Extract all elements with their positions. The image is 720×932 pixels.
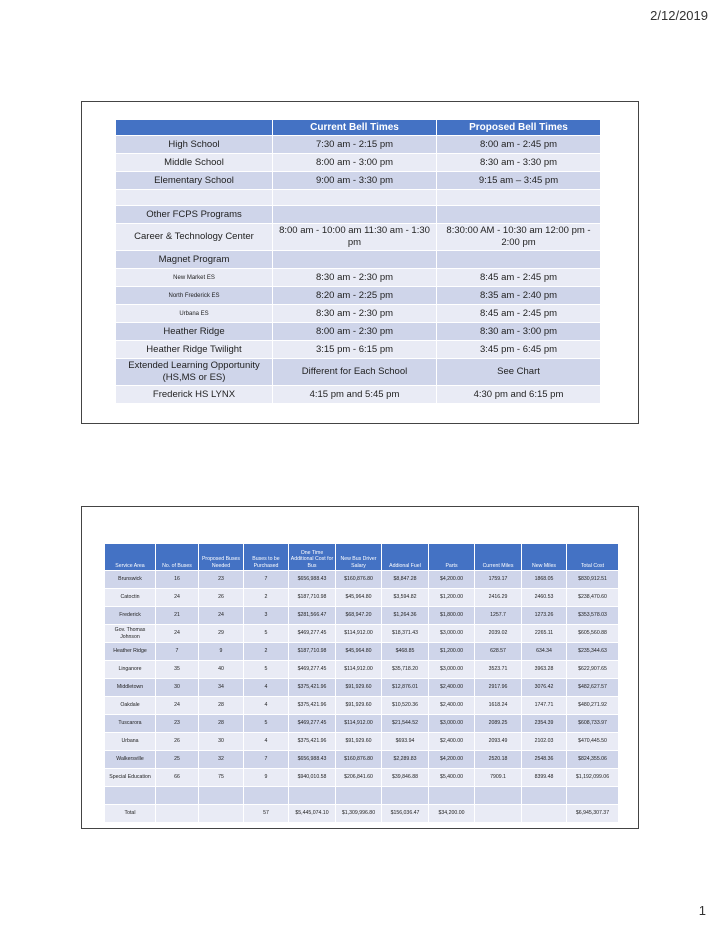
cell-proposed-buses-needed: 24 <box>199 607 243 624</box>
cell-one-time-additional-cost: $187,710.98 <box>289 589 335 606</box>
bell-times-row <box>116 359 600 385</box>
program-label: North Frederick ES <box>116 287 272 304</box>
cell-current-miles: 2093.49 <box>475 733 521 750</box>
bell-times-row <box>116 341 600 358</box>
cell-additional-fuel: $35,718.20 <box>382 661 428 678</box>
bus-cost-row <box>105 679 618 696</box>
bus-cost-row <box>105 697 618 714</box>
cell-service-area: Linganore <box>105 661 155 678</box>
cell-parts: $1,200.00 <box>429 589 474 606</box>
cell-additional-fuel: $18,371.43 <box>382 625 428 642</box>
cell-new-bus-driver-salary: $114,912.00 <box>336 715 381 732</box>
current-time <box>273 251 436 268</box>
proposed-time: 8:30 am - 3:30 pm <box>437 154 600 171</box>
cell-new-miles <box>522 787 566 804</box>
program-label: Career & Technology Center <box>116 224 272 250</box>
cell-service-area: Oakdale <box>105 697 155 714</box>
bell-times-table <box>115 119 601 404</box>
cell-buses-to-be-purchased: 4 <box>244 697 288 714</box>
program-label <box>116 190 272 205</box>
cell-no-of-buses: 7 <box>156 643 198 660</box>
cell-parts: $2,400.00 <box>429 679 474 696</box>
bus-cost-header-row <box>105 544 618 570</box>
cell-additional-fuel: $8,847.28 <box>382 571 428 588</box>
bus-cost-row <box>105 607 618 624</box>
bus-cost-row <box>105 733 618 750</box>
proposed-time: 8:00 am - 2:45 pm <box>437 136 600 153</box>
header-no-of-buses: No. of Buses <box>156 544 198 570</box>
proposed-time <box>437 206 600 223</box>
cell-total-cost: $238,470.60 <box>567 589 618 606</box>
cell-total-cost: $608,733.97 <box>567 715 618 732</box>
cell-total-cost: $480,271.92 <box>567 697 618 714</box>
cell-additional-fuel: $693.94 <box>382 733 428 750</box>
header-parts: Parts <box>429 544 474 570</box>
cell-new-miles: 2102.03 <box>522 733 566 750</box>
bell-times-header-row <box>116 120 600 135</box>
bell-times-row <box>116 190 600 205</box>
cell-new-miles <box>522 805 566 822</box>
cell-current-miles: 1759.17 <box>475 571 521 588</box>
cell-proposed-buses-needed: 30 <box>199 733 243 750</box>
header-new-miles: New Miles <box>522 544 566 570</box>
proposed-time: 8:30 am - 3:00 pm <box>437 323 600 340</box>
bus-cost-table <box>104 543 619 823</box>
cell-new-miles: 2265.11 <box>522 625 566 642</box>
bell-times-row <box>116 206 600 223</box>
cell-new-bus-driver-salary <box>336 787 381 804</box>
cell-new-bus-driver-salary: $206,841.60 <box>336 769 381 786</box>
bus-cost-row <box>105 787 618 804</box>
cell-new-miles: 2460.53 <box>522 589 566 606</box>
cell-proposed-buses-needed: 40 <box>199 661 243 678</box>
cell-current-miles: 2089.25 <box>475 715 521 732</box>
program-label: Other FCPS Programs <box>116 206 272 223</box>
cell-no-of-buses: 66 <box>156 769 198 786</box>
current-time: 8:30 am - 2:30 pm <box>273 269 436 286</box>
bell-times-row <box>116 251 600 268</box>
cell-new-bus-driver-salary: $91,929.60 <box>336 733 381 750</box>
cell-no-of-buses: 21 <box>156 607 198 624</box>
cell-proposed-buses-needed: 28 <box>199 715 243 732</box>
cell-buses-to-be-purchased: 5 <box>244 661 288 678</box>
program-label: Frederick HS LYNX <box>116 386 272 403</box>
cell-no-of-buses: 26 <box>156 733 198 750</box>
cell-one-time-additional-cost: $281,566.47 <box>289 607 335 624</box>
proposed-time: 8:30:00 AM - 10:30 am 12:00 pm - 2:00 pm <box>437 224 600 250</box>
current-time: 8:00 am - 2:30 pm <box>273 323 436 340</box>
header-buses-to-be-purchased: Buses to be Purchased <box>244 544 288 570</box>
bus-cost-row <box>105 589 618 606</box>
cell-new-miles: 3076.42 <box>522 679 566 696</box>
cell-additional-fuel: $10,520.36 <box>382 697 428 714</box>
cell-total-cost: $605,560.88 <box>567 625 618 642</box>
cell-no-of-buses: 23 <box>156 715 198 732</box>
current-time: 8:00 am - 10:00 am 11:30 am - 1:30 pm <box>273 224 436 250</box>
cell-buses-to-be-purchased: 4 <box>244 679 288 696</box>
program-label: Magnet Program <box>116 251 272 268</box>
cell-one-time-additional-cost: $375,421.96 <box>289 733 335 750</box>
cell-proposed-buses-needed: 26 <box>199 589 243 606</box>
cell-no-of-buses: 24 <box>156 625 198 642</box>
page-date: 2/12/2019 <box>650 8 708 23</box>
cell-new-miles: 3963.28 <box>522 661 566 678</box>
cell-buses-to-be-purchased: 5 <box>244 625 288 642</box>
current-time: 4:15 pm and 5:45 pm <box>273 386 436 403</box>
current-time: 9:00 am - 3:30 pm <box>273 172 436 189</box>
bus-cost-row <box>105 715 618 732</box>
cell-parts: $4,200.00 <box>429 571 474 588</box>
cell-service-area: Catoctin <box>105 589 155 606</box>
header-one-time-additional-cost: One Time Additional Cost for Bus <box>289 544 335 570</box>
cell-new-bus-driver-salary: $45,964.80 <box>336 643 381 660</box>
cell-one-time-additional-cost <box>289 787 335 804</box>
cell-parts: $34,200.00 <box>429 805 474 822</box>
current-time: 7:30 am - 2:15 pm <box>273 136 436 153</box>
cell-proposed-buses-needed <box>199 787 243 804</box>
program-label: Heather Ridge Twilight <box>116 341 272 358</box>
proposed-time: See Chart <box>437 359 600 385</box>
program-label: Middle School <box>116 154 272 171</box>
cell-new-miles: 1747.71 <box>522 697 566 714</box>
cell-one-time-additional-cost: $375,421.96 <box>289 679 335 696</box>
cell-new-miles: 2548.36 <box>522 751 566 768</box>
cell-no-of-buses <box>156 787 198 804</box>
cell-proposed-buses-needed <box>199 805 243 822</box>
cell-additional-fuel: $21,544.52 <box>382 715 428 732</box>
cell-total-cost: $830,912.51 <box>567 571 618 588</box>
cell-parts: $3,000.00 <box>429 661 474 678</box>
cell-additional-fuel: $39,846.88 <box>382 769 428 786</box>
page-number: 1 <box>698 903 706 918</box>
cell-current-miles: 3523.71 <box>475 661 521 678</box>
program-label: Urbana ES <box>116 305 272 322</box>
cell-parts: $3,000.00 <box>429 715 474 732</box>
cell-new-miles: 1868.05 <box>522 571 566 588</box>
cell-buses-to-be-purchased: 57 <box>244 805 288 822</box>
header-current-miles: Current Miles <box>475 544 521 570</box>
bell-times-row <box>116 269 600 286</box>
cell-proposed-buses-needed: 9 <box>199 643 243 660</box>
cell-total-cost: $824,355.06 <box>567 751 618 768</box>
cell-new-miles: 1273.26 <box>522 607 566 624</box>
cell-buses-to-be-purchased: 7 <box>244 751 288 768</box>
bell-times-row <box>116 172 600 189</box>
bus-cost-row <box>105 751 618 768</box>
cell-one-time-additional-cost: $940,010.58 <box>289 769 335 786</box>
header-total-cost: Total Cost <box>567 544 618 570</box>
program-label: Elementary School <box>116 172 272 189</box>
cell-buses-to-be-purchased: 4 <box>244 733 288 750</box>
bus-cost-row <box>105 661 618 678</box>
current-time <box>273 206 436 223</box>
slide-bell-times <box>81 101 639 424</box>
bell-times-row <box>116 287 600 304</box>
proposed-time: 3:45 pm - 6:45 pm <box>437 341 600 358</box>
cell-proposed-buses-needed: 28 <box>199 697 243 714</box>
proposed-time <box>437 251 600 268</box>
cell-current-miles: 628.57 <box>475 643 521 660</box>
cell-new-bus-driver-salary: $114,912.00 <box>336 661 381 678</box>
cell-buses-to-be-purchased: 2 <box>244 589 288 606</box>
cell-parts: $5,400.00 <box>429 769 474 786</box>
program-label: New Market ES <box>116 269 272 286</box>
cell-total-cost: $482,627.57 <box>567 679 618 696</box>
cell-one-time-additional-cost: $5,445,074.10 <box>289 805 335 822</box>
cell-no-of-buses: 16 <box>156 571 198 588</box>
cell-parts: $1,800.00 <box>429 607 474 624</box>
cell-no-of-buses: 35 <box>156 661 198 678</box>
cell-current-miles: 2520.18 <box>475 751 521 768</box>
cell-current-miles: 2039.02 <box>475 625 521 642</box>
cell-parts: $1,200.00 <box>429 643 474 660</box>
bell-times-row <box>116 154 600 171</box>
cell-proposed-buses-needed: 34 <box>199 679 243 696</box>
cell-additional-fuel: $12,876.01 <box>382 679 428 696</box>
cell-buses-to-be-purchased: 3 <box>244 607 288 624</box>
cell-total-cost <box>567 787 618 804</box>
cell-proposed-buses-needed: 29 <box>199 625 243 642</box>
program-label: Extended Learning Opportunity (HS,MS or ES) <box>116 359 272 385</box>
cell-buses-to-be-purchased: 9 <box>244 769 288 786</box>
cell-proposed-buses-needed: 23 <box>199 571 243 588</box>
cell-no-of-buses: 24 <box>156 589 198 606</box>
cell-service-area: Brunswick <box>105 571 155 588</box>
program-label: Heather Ridge <box>116 323 272 340</box>
cell-parts: $3,000.00 <box>429 625 474 642</box>
cell-buses-to-be-purchased: 5 <box>244 715 288 732</box>
header-current-bell-times: Current Bell Times <box>273 120 436 135</box>
cell-new-bus-driver-salary: $160,876.80 <box>336 751 381 768</box>
proposed-time: 8:45 am - 2:45 pm <box>437 269 600 286</box>
cell-service-area: Frederick <box>105 607 155 624</box>
header-proposed-buses-needed: Proposed Buses Needed <box>199 544 243 570</box>
cell-current-miles: 1618.24 <box>475 697 521 714</box>
cell-parts: $4,200.00 <box>429 751 474 768</box>
cell-service-area: Middletown <box>105 679 155 696</box>
bell-times-row <box>116 305 600 322</box>
cell-total-cost: $622,907.65 <box>567 661 618 678</box>
header-blank <box>116 120 272 135</box>
bell-times-row <box>116 386 600 403</box>
cell-total-cost: $1,192,099.06 <box>567 769 618 786</box>
cell-parts: $2,400.00 <box>429 697 474 714</box>
bell-times-row <box>116 136 600 153</box>
cell-new-miles: 2354.39 <box>522 715 566 732</box>
proposed-time: 4:30 pm and 6:15 pm <box>437 386 600 403</box>
proposed-time: 9:15 am – 3:45 pm <box>437 172 600 189</box>
cell-proposed-buses-needed: 32 <box>199 751 243 768</box>
bus-cost-row <box>105 571 618 588</box>
cell-parts: $2,400.00 <box>429 733 474 750</box>
bus-cost-row <box>105 805 618 822</box>
cell-new-bus-driver-salary: $68,947.20 <box>336 607 381 624</box>
header-additional-fuel: Addional Fuel <box>382 544 428 570</box>
cell-current-miles <box>475 787 521 804</box>
cell-no-of-buses: 30 <box>156 679 198 696</box>
cell-additional-fuel: $1,264.36 <box>382 607 428 624</box>
current-time: 8:30 am - 2:30 pm <box>273 305 436 322</box>
cell-service-area: Gov. Thomas Johnson <box>105 625 155 642</box>
cell-new-bus-driver-salary: $114,912.00 <box>336 625 381 642</box>
bus-cost-row <box>105 625 618 642</box>
bell-times-row <box>116 224 600 250</box>
proposed-time <box>437 190 600 205</box>
proposed-time: 8:35 am - 2:40 pm <box>437 287 600 304</box>
cell-service-area: Urbana <box>105 733 155 750</box>
current-time: 8:20 am - 2:25 pm <box>273 287 436 304</box>
cell-current-miles: 7909.1 <box>475 769 521 786</box>
cell-service-area: Walkersville <box>105 751 155 768</box>
cell-buses-to-be-purchased: 7 <box>244 571 288 588</box>
cell-service-area: Total <box>105 805 155 822</box>
cell-one-time-additional-cost: $469,277.45 <box>289 661 335 678</box>
current-time <box>273 190 436 205</box>
program-label: High School <box>116 136 272 153</box>
bell-times-row <box>116 323 600 340</box>
cell-additional-fuel: $468.85 <box>382 643 428 660</box>
current-time: 3:15 pm - 6:15 pm <box>273 341 436 358</box>
cell-one-time-additional-cost: $656,988.43 <box>289 751 335 768</box>
cell-one-time-additional-cost: $469,277.45 <box>289 715 335 732</box>
cell-one-time-additional-cost: $375,421.96 <box>289 697 335 714</box>
cell-additional-fuel: $156,036.47 <box>382 805 428 822</box>
current-time: 8:00 am - 3:00 pm <box>273 154 436 171</box>
cell-total-cost: $235,344.63 <box>567 643 618 660</box>
cell-additional-fuel <box>382 787 428 804</box>
bus-cost-row <box>105 769 618 786</box>
cell-new-bus-driver-salary: $91,929.60 <box>336 697 381 714</box>
cell-new-bus-driver-salary: $160,876.80 <box>336 571 381 588</box>
cell-one-time-additional-cost: $187,710.98 <box>289 643 335 660</box>
cell-current-miles: 2416.29 <box>475 589 521 606</box>
cell-proposed-buses-needed: 75 <box>199 769 243 786</box>
cell-no-of-buses: 25 <box>156 751 198 768</box>
cell-buses-to-be-purchased <box>244 787 288 804</box>
cell-service-area <box>105 787 155 804</box>
cell-one-time-additional-cost: $656,988.43 <box>289 571 335 588</box>
cell-current-miles: 2917.96 <box>475 679 521 696</box>
header-proposed-bell-times: Proposed Bell Times <box>437 120 600 135</box>
cell-additional-fuel: $2,289.83 <box>382 751 428 768</box>
cell-new-bus-driver-salary: $91,929.60 <box>336 679 381 696</box>
slide-bus-costs <box>81 506 639 829</box>
proposed-time: 8:45 am - 2:45 pm <box>437 305 600 322</box>
cell-no-of-buses <box>156 805 198 822</box>
cell-total-cost: $470,445.50 <box>567 733 618 750</box>
cell-service-area: Special Education <box>105 769 155 786</box>
header-service-area: Service Area <box>105 544 155 570</box>
cell-new-miles: 8399.48 <box>522 769 566 786</box>
cell-parts <box>429 787 474 804</box>
cell-new-bus-driver-salary: $45,964.80 <box>336 589 381 606</box>
cell-total-cost: $353,578.03 <box>567 607 618 624</box>
cell-service-area: Tuscarora <box>105 715 155 732</box>
header-new-bus-driver-salary: New Bus Driver Salary <box>336 544 381 570</box>
cell-one-time-additional-cost: $469,277.45 <box>289 625 335 642</box>
cell-additional-fuel: $3,594.82 <box>382 589 428 606</box>
bus-cost-row <box>105 643 618 660</box>
cell-new-bus-driver-salary: $1,309,996.80 <box>336 805 381 822</box>
cell-current-miles <box>475 805 521 822</box>
cell-total-cost: $6,945,307.37 <box>567 805 618 822</box>
cell-buses-to-be-purchased: 2 <box>244 643 288 660</box>
cell-new-miles: 634.34 <box>522 643 566 660</box>
cell-service-area: Heather Ridge <box>105 643 155 660</box>
cell-no-of-buses: 24 <box>156 697 198 714</box>
cell-current-miles: 1257.7 <box>475 607 521 624</box>
current-time: Different for Each School <box>273 359 436 385</box>
